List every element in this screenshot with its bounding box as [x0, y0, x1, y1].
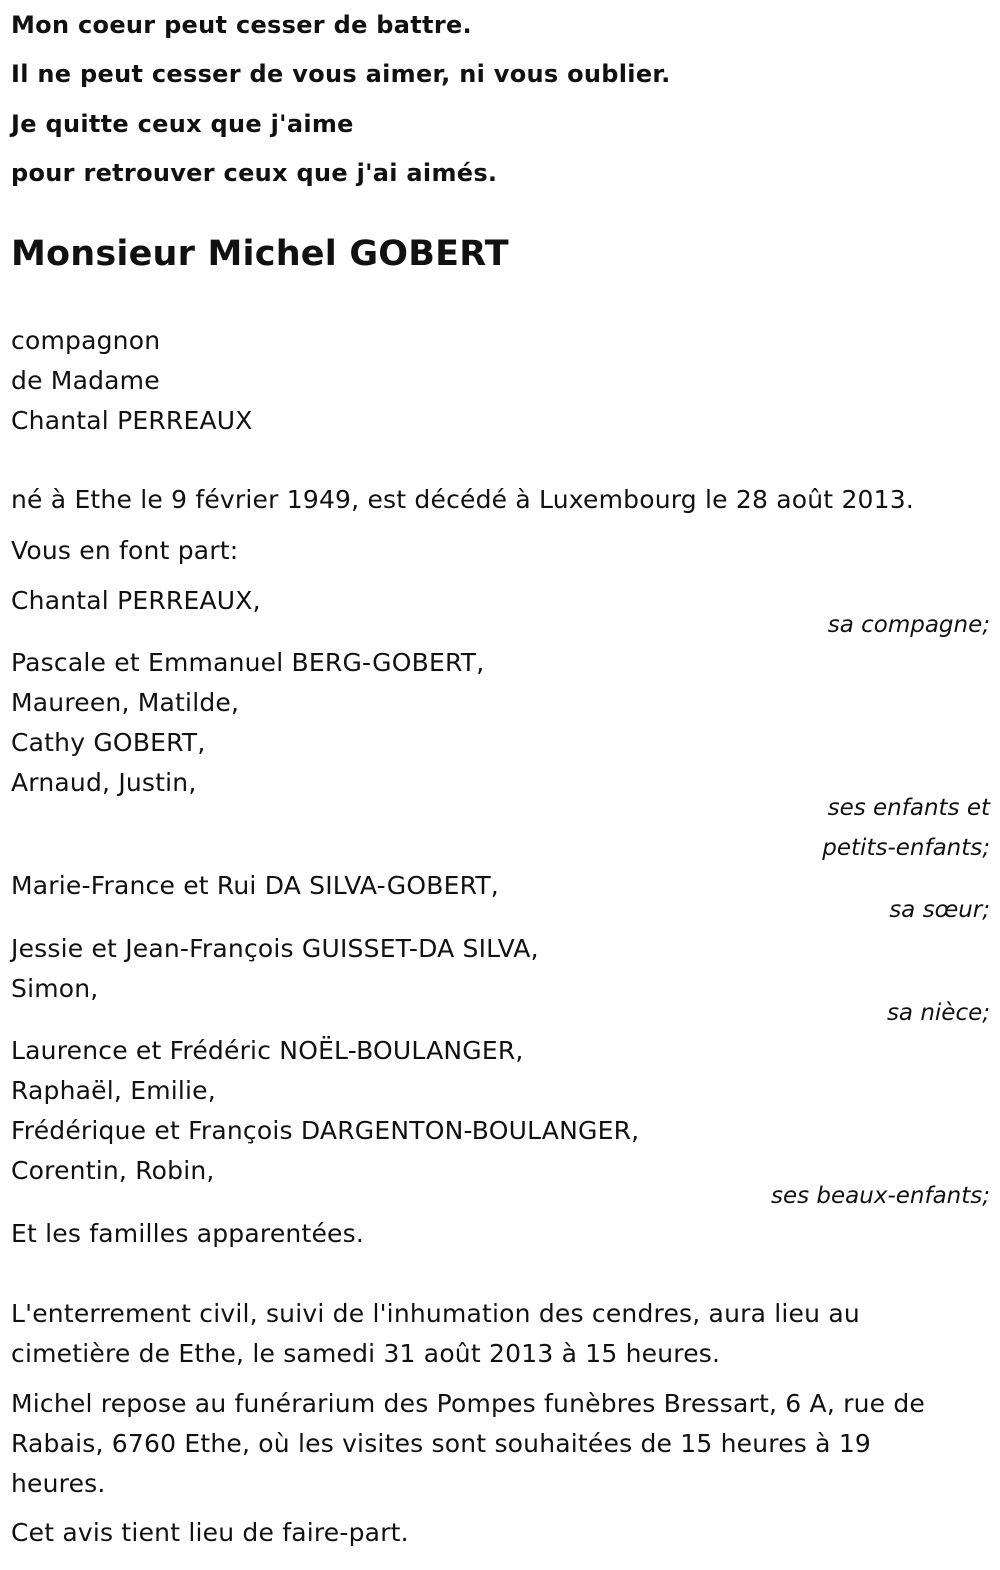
family-name-line: Raphaël, Emilie,	[11, 1076, 216, 1105]
family-name-line: Frédérique et François DARGENTON-BOULANGER,	[11, 1116, 640, 1145]
family-relation: sa compagne;	[827, 612, 990, 638]
family-name-line: Marie-France et Rui DA SILVA-GOBERT,	[11, 871, 499, 900]
companion-line: de Madame	[11, 366, 160, 395]
family-name-line: Arnaud, Justin,	[11, 768, 197, 797]
poem-line: Mon coeur peut cesser de battre.	[11, 11, 472, 39]
visitation-text-line: Michel repose au funérarium des Pompes funèbres Bressart, 6 A, rue de	[11, 1389, 926, 1418]
funeral-text-line: cimetière de Ethe, le samedi 31 août 2013 à 15 heures.	[11, 1339, 721, 1368]
visitation-text-line: heures.	[11, 1469, 106, 1498]
family-relation: sa nièce;	[886, 1000, 990, 1026]
poem-line: Il ne peut cesser de vous aimer, ni vous oublier.	[11, 60, 671, 88]
companion-line: Chantal PERREAUX	[11, 406, 253, 435]
closing-text: Cet avis tient lieu de faire-part.	[11, 1518, 409, 1547]
visitation-text-line: Rabais, 6760 Ethe, où les visites sont souhaitées de 15 heures à 19	[11, 1429, 872, 1458]
family-relation: petits-enfants;	[822, 835, 990, 861]
family-name-line: Cathy GOBERT,	[11, 728, 206, 757]
deceased-name: Monsieur Michel GOBERT	[11, 234, 509, 274]
family-relation: ses beaux-enfants;	[770, 1183, 990, 1209]
family-name-line: Corentin, Robin,	[11, 1156, 215, 1185]
family-name-line: Jessie et Jean-François GUISSET-DA SILVA,	[11, 934, 539, 963]
funeral-text-line: L'enterrement civil, suivi de l'inhumation des cendres, aura lieu au	[11, 1299, 860, 1328]
companion-line: compagnon	[11, 326, 161, 355]
family-relation: ses enfants et	[827, 795, 990, 821]
poem-line: Je quitte ceux que j'aime	[11, 110, 354, 138]
family-name-line: Simon,	[11, 974, 99, 1003]
family-name-line: Laurence et Frédéric NOËL-BOULANGER,	[11, 1036, 524, 1065]
birth-death-text: né à Ethe le 9 février 1949, est décédé à Luxembourg le 28 août 2013.	[11, 485, 915, 514]
family-name-line: Pascale et Emmanuel BERG-GOBERT,	[11, 648, 485, 677]
poem-line: pour retrouver ceux que j'ai aimés.	[11, 159, 498, 187]
family-name-line: Chantal PERREAUX,	[11, 586, 261, 615]
announcement-intro: Vous en font part:	[11, 536, 239, 565]
family-name-line: Maureen, Matilde,	[11, 688, 240, 717]
family-relation: sa sœur;	[889, 897, 990, 923]
relatives-text: Et les familles apparentées.	[11, 1219, 364, 1248]
